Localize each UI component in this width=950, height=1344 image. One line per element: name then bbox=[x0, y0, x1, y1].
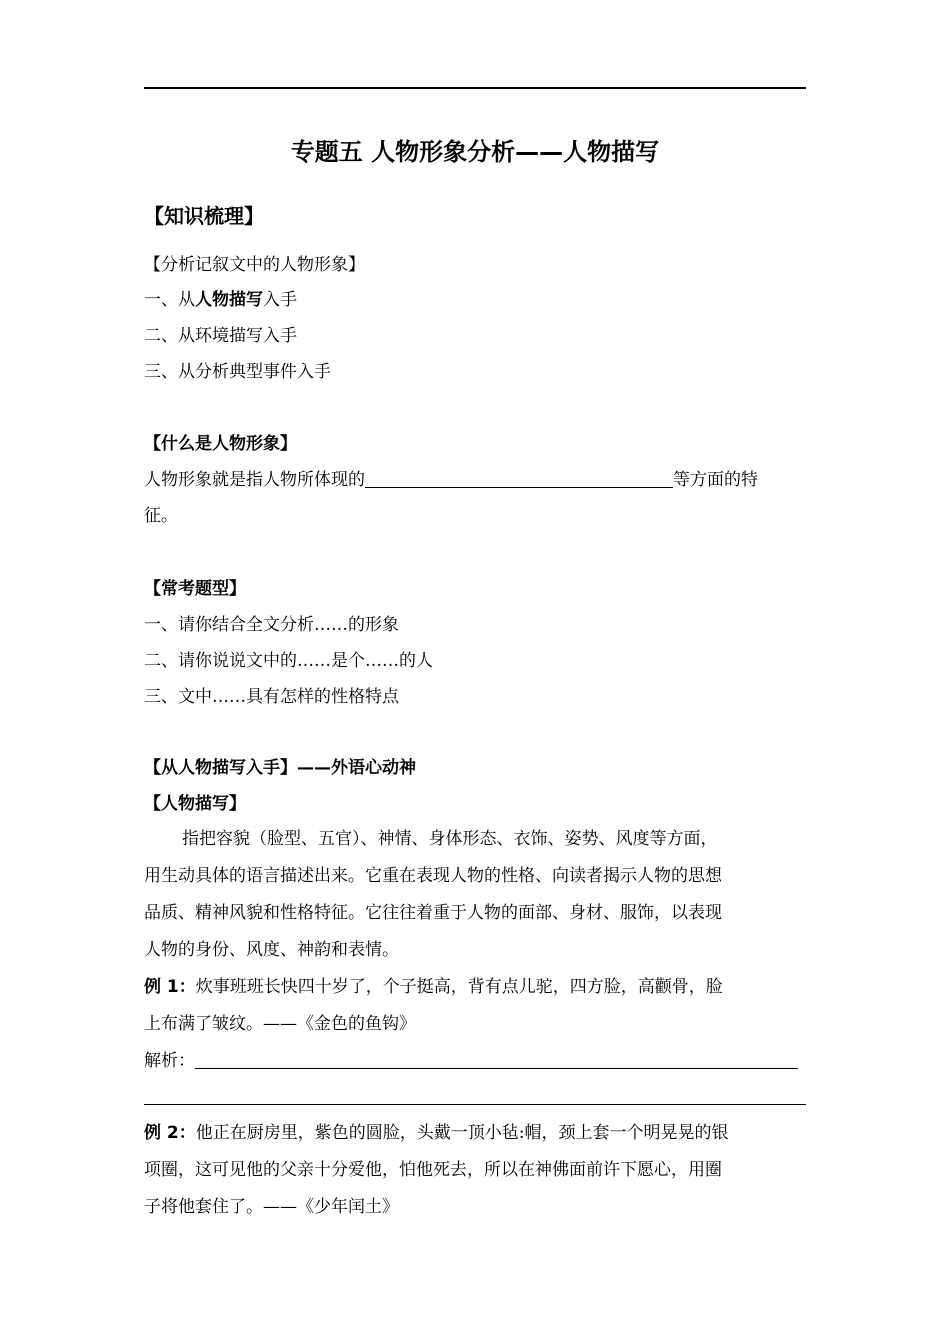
page-title: 专题五 人物形象分析——人物描写 bbox=[290, 138, 660, 166]
example-2-text-1: 他正在厨房里，紫色的圆脸，头戴一顶小毡:帽，颈上套一个明晃晃的银 bbox=[195, 1123, 729, 1143]
types-heading: 【常考题型】 bbox=[144, 579, 246, 599]
desc-heading: 【从人物描写入手】——外语心动神 bbox=[144, 758, 416, 778]
fill-in-blank[interactable] bbox=[365, 467, 673, 488]
example-2-label: 例 2： bbox=[144, 1123, 196, 1143]
analysis-item-2: 二、从环境描写入手 bbox=[144, 326, 297, 346]
example-1-line-2: 上布满了皱纹。——《金色的鱼钩》 bbox=[144, 1014, 416, 1034]
desc-para-line-1: 指把容貌（脸型、五官）、神情、身体形态、衣饰、姿势、风度等方面， bbox=[182, 829, 718, 849]
analysis-answer-line-2[interactable] bbox=[144, 1104, 806, 1105]
what-text-before: 人物形象就是指人物所体现的 bbox=[144, 470, 365, 490]
example-2-line-3: 子将他套住了。——《少年闰土》 bbox=[144, 1197, 399, 1217]
analysis-item-1-prefix: 一、从 bbox=[144, 290, 195, 310]
analysis-item-1-bold: 人物描写 bbox=[195, 290, 263, 310]
desc-para-line-2: 用生动具体的语言描述出来。它重在表现人物的性格、向读者揭示人物的思想 bbox=[144, 866, 722, 886]
analysis-item-1 bbox=[144, 288, 297, 312]
what-line-1 bbox=[144, 467, 806, 492]
analysis-heading: 【分析记叙文中的人物形象】 bbox=[144, 255, 365, 275]
example-2-line-1 bbox=[144, 1121, 728, 1145]
what-text-after: 等方面的特 bbox=[673, 470, 758, 490]
types-item-2: 二、请你说说文中的……是个……的人 bbox=[144, 651, 433, 671]
types-item-1: 一、请你结合全文分析……的形象 bbox=[144, 615, 399, 635]
example-1-analysis bbox=[144, 1048, 806, 1073]
example-1-label: 例 1： bbox=[144, 977, 196, 997]
desc-subheading: 【人物描写】 bbox=[144, 794, 246, 814]
example-1-text-1: 炊事班班长快四十岁了，个子挺高，背有点儿驼，四方脸，高颧骨，脸 bbox=[195, 977, 723, 997]
analysis-item-1-suffix: 入手 bbox=[263, 290, 297, 310]
analysis-item-3: 三、从分析典型事件入手 bbox=[144, 362, 331, 382]
types-item-3: 三、文中……具有怎样的性格特点 bbox=[144, 687, 399, 707]
section-knowledge-heading: 【知识梳理】 bbox=[144, 204, 264, 228]
desc-para-line-4: 人物的身份、风度、神韵和表情。 bbox=[144, 940, 399, 960]
what-heading: 【什么是人物形象】 bbox=[144, 434, 297, 454]
example-2-line-2: 项圈，这可见他的父亲十分爱他，怕他死去，所以在神佛面前许下愿心，用圈 bbox=[144, 1160, 722, 1180]
desc-para-line-3: 品质、精神风貌和性格特征。它往往着重于人物的面部、身材、服饰，以表现 bbox=[144, 903, 722, 923]
example-1-analysis-label: 解析： bbox=[144, 1051, 195, 1071]
analysis-answer-line-1[interactable] bbox=[195, 1048, 798, 1069]
example-1-line-1 bbox=[144, 975, 723, 999]
header-rule bbox=[144, 87, 806, 89]
what-line-2: 征。 bbox=[144, 506, 178, 526]
